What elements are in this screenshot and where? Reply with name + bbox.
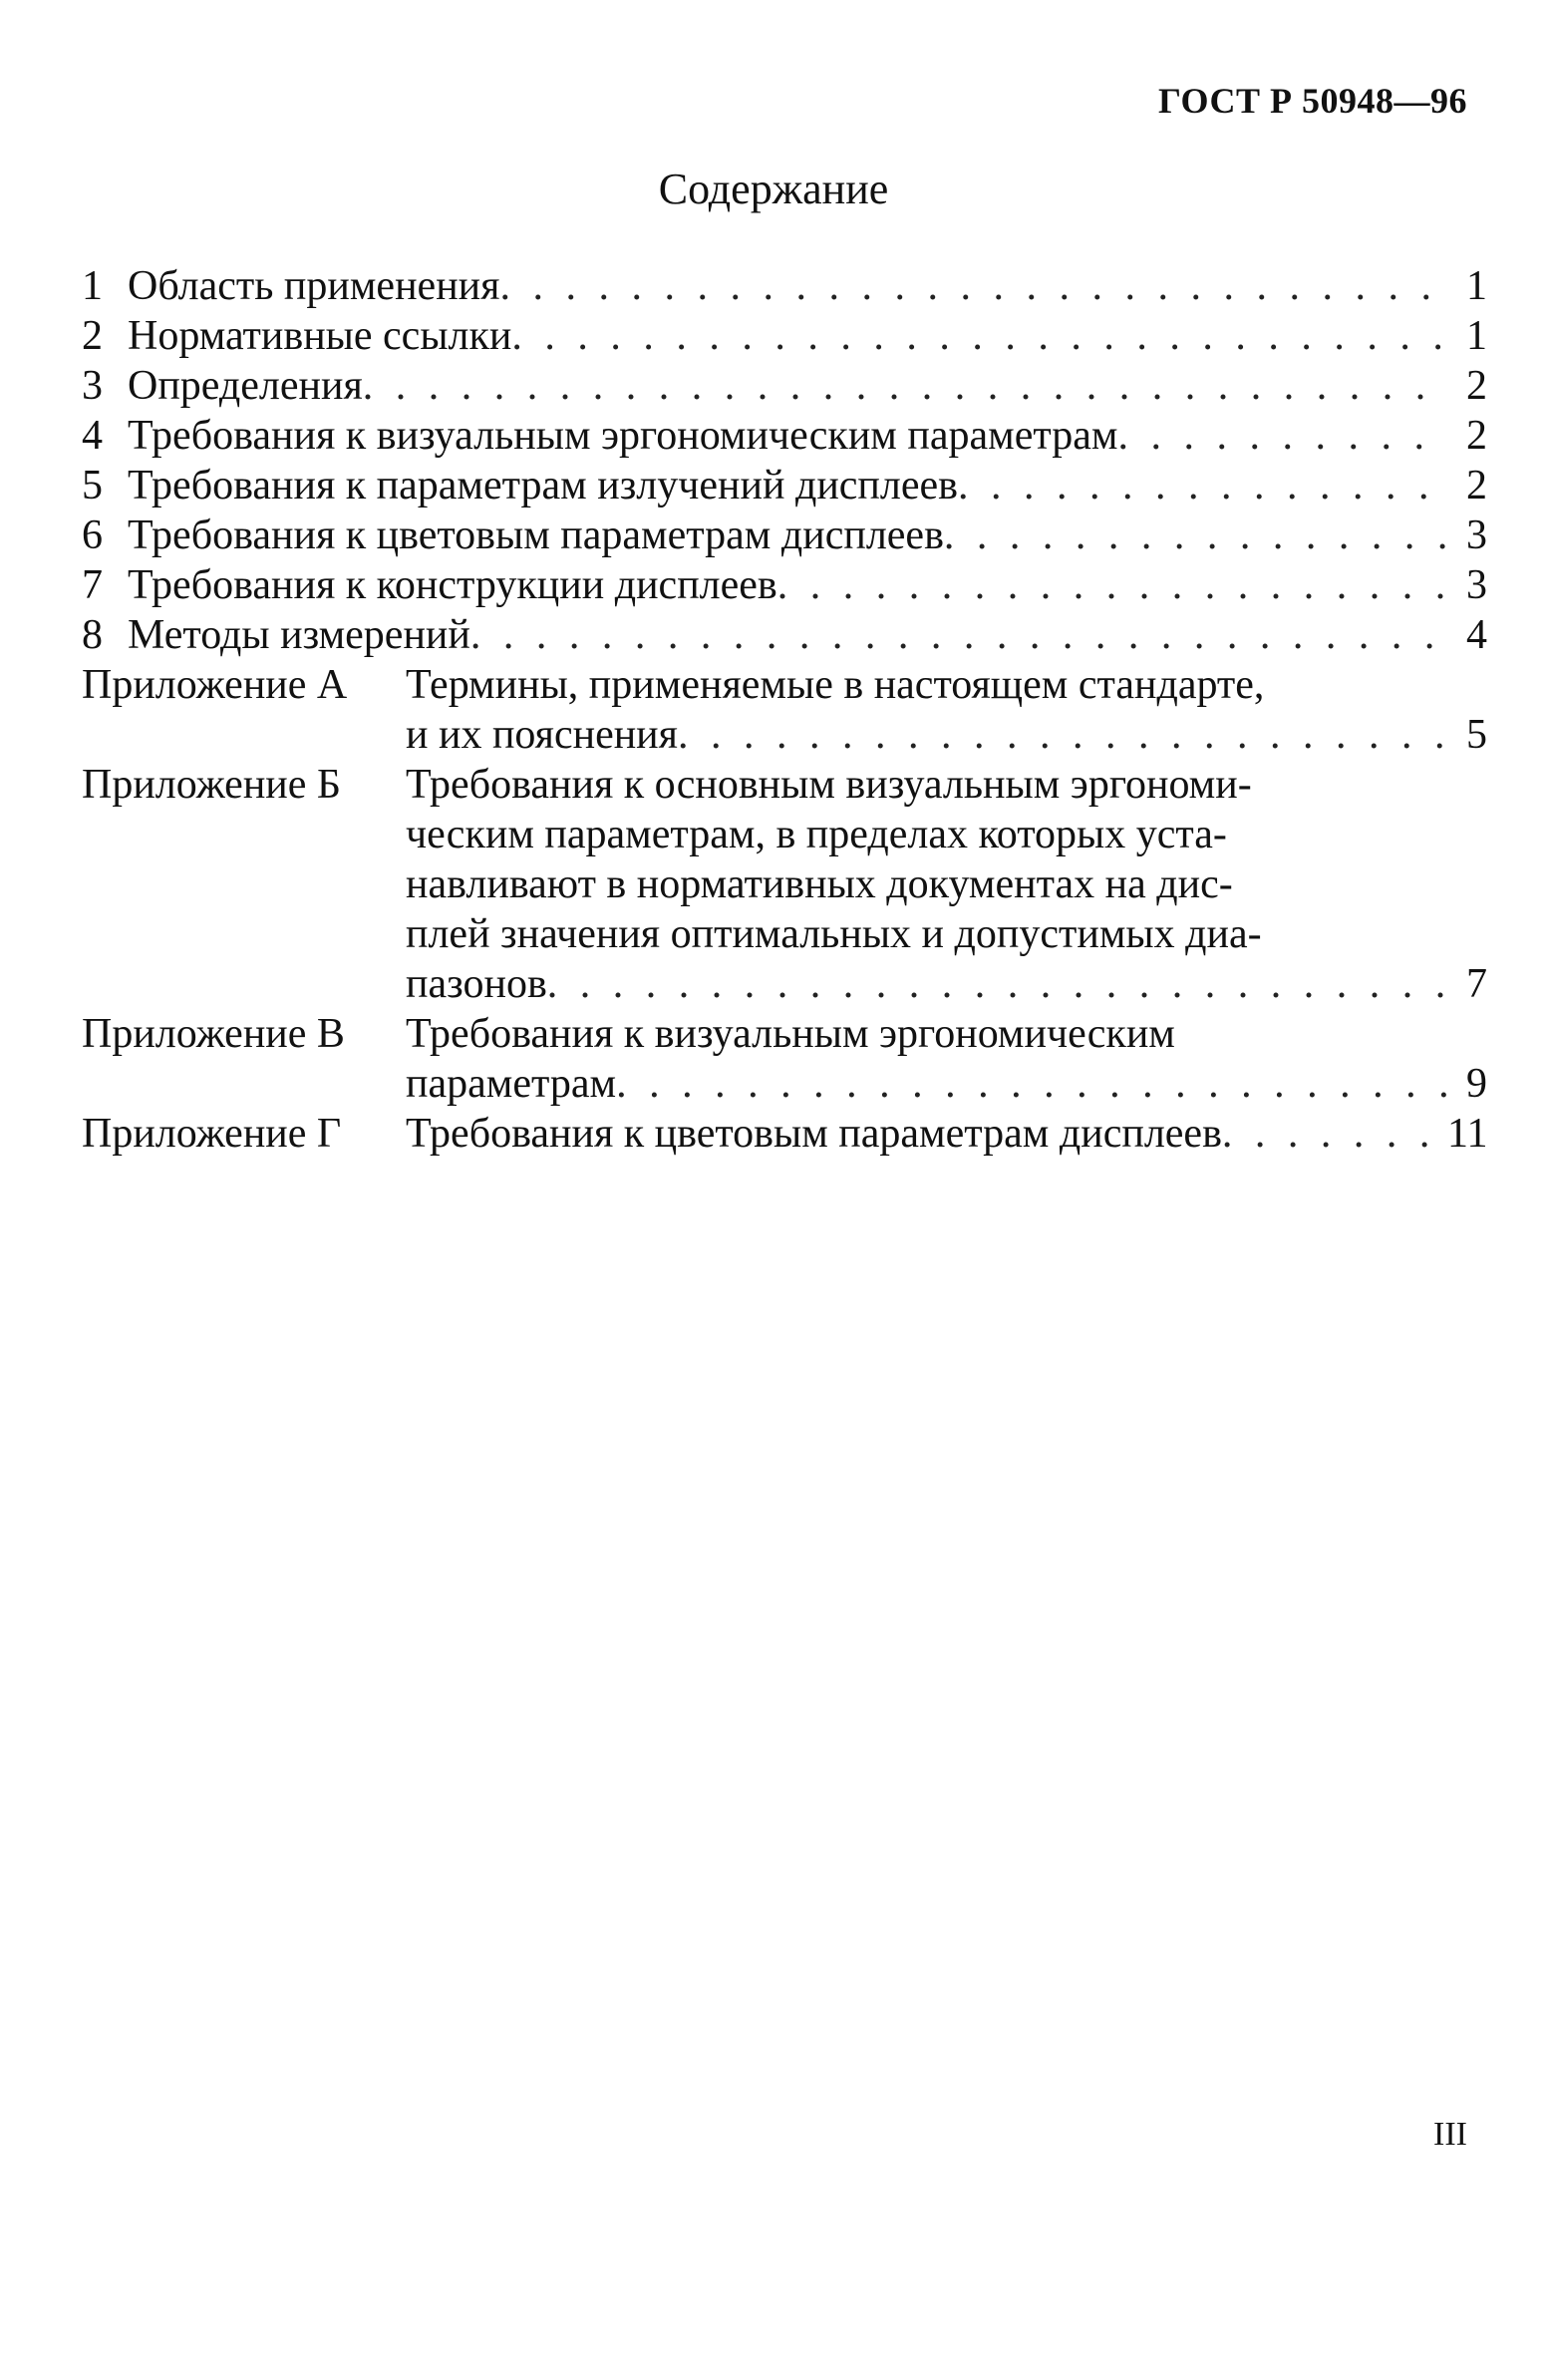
toc-entry-number: 4: [82, 413, 103, 459]
appendix-title-line: плей значения оптимальных и допустимых диа-: [406, 911, 1262, 957]
document-code: ГОСТ Р 50948—96: [1158, 81, 1467, 121]
toc-entry-title: Требования к цветовым параметрам дисплеев: [128, 512, 944, 558]
dot-leader: [1117, 411, 1447, 461]
toc-entry-title: Нормативные ссылки: [128, 313, 512, 359]
toc-entry-page: 5: [1466, 712, 1487, 758]
dot-leader: [499, 261, 1447, 311]
toc-entry-page: 3: [1466, 512, 1487, 558]
toc-entry-title: Требования к визуальным эргономическим параметрам: [128, 413, 1118, 459]
toc-entry[interactable]: [82, 411, 1487, 461]
toc-entry-number: 8: [82, 612, 103, 658]
appendix-label: Приложение Б: [82, 762, 342, 808]
appendix-title-line: Требования к основным визуальным эргономи-: [406, 762, 1252, 808]
toc-entry-page: 1: [1466, 263, 1487, 309]
dot-leader: [678, 710, 1447, 760]
toc-appendix-a[interactable]: [82, 660, 1487, 760]
toc-entry-page: 9: [1466, 1061, 1487, 1107]
toc-entry-page: 4: [1466, 612, 1487, 658]
appendix-title-line: пазонов: [406, 961, 547, 1007]
toc-entry[interactable]: [82, 311, 1487, 361]
appendix-title-line: Требования к цветовым параметрам дисплеев: [406, 1111, 1222, 1157]
appendix-title-line: параметрам: [406, 1061, 617, 1107]
dot-leader: [547, 959, 1447, 1009]
toc-entry-page: 7: [1466, 961, 1487, 1007]
toc-entry-page: 1: [1466, 313, 1487, 359]
dot-leader: [470, 610, 1447, 660]
toc-entry-number: 6: [82, 512, 103, 558]
dot-leader: [958, 461, 1447, 510]
dot-leader: [511, 311, 1447, 361]
dot-leader: [944, 510, 1447, 560]
toc-entry-page: 2: [1466, 363, 1487, 409]
toc-entry-number: 3: [82, 363, 103, 409]
toc-appendix-v[interactable]: [82, 1009, 1487, 1109]
toc-entry[interactable]: [82, 560, 1487, 610]
toc-title: Содержание: [658, 165, 889, 213]
appendix-label: Приложение В: [82, 1011, 345, 1057]
toc-entry-title: Методы измерений: [128, 612, 470, 658]
appendix-label: Приложение Г: [82, 1111, 342, 1157]
appendix-title-line: навливают в нормативных документах на дис-: [406, 861, 1233, 907]
dot-leader: [1222, 1109, 1447, 1159]
table-of-contents: [82, 261, 1487, 1159]
toc-entry-page: 11: [1447, 1111, 1488, 1157]
toc-entry-page: 2: [1466, 413, 1487, 459]
toc-entry[interactable]: [82, 261, 1487, 311]
toc-appendix-g[interactable]: [82, 1109, 1487, 1159]
dot-leader: [616, 1059, 1447, 1109]
appendix-title-line: Термины, применяемые в настоящем стандарте,: [406, 662, 1265, 708]
toc-entry-title: Требования к конструкции дисплеев: [128, 562, 777, 608]
toc-entry-number: 1: [82, 263, 103, 309]
toc-entry[interactable]: [82, 461, 1487, 510]
toc-entry[interactable]: [82, 610, 1487, 660]
toc-appendix-b[interactable]: [82, 760, 1487, 1009]
toc-entry-page: 2: [1466, 463, 1487, 509]
toc-entry[interactable]: [82, 510, 1487, 560]
toc-entry-page: 3: [1466, 562, 1487, 608]
toc-entry-number: 7: [82, 562, 103, 608]
toc-entry[interactable]: [82, 361, 1487, 411]
toc-entry-number: 5: [82, 463, 103, 509]
dot-leader: [777, 560, 1447, 610]
appendix-title-line: и их пояснения: [406, 712, 678, 758]
dot-leader: [363, 361, 1447, 411]
toc-entry-title: Требования к параметрам излучений дисплеев: [128, 463, 958, 509]
appendix-title-line: Требования к визуальным эргономическим: [406, 1011, 1175, 1057]
toc-entry-title: Область применения: [128, 263, 500, 309]
appendix-label: Приложение А: [82, 662, 348, 708]
toc-entry-title: Определения: [128, 363, 363, 409]
toc-entry-number: 2: [82, 313, 103, 359]
appendix-title-line: ческим параметрам, в пределах которых уста-: [406, 812, 1227, 857]
page-number: III: [1433, 2116, 1467, 2153]
